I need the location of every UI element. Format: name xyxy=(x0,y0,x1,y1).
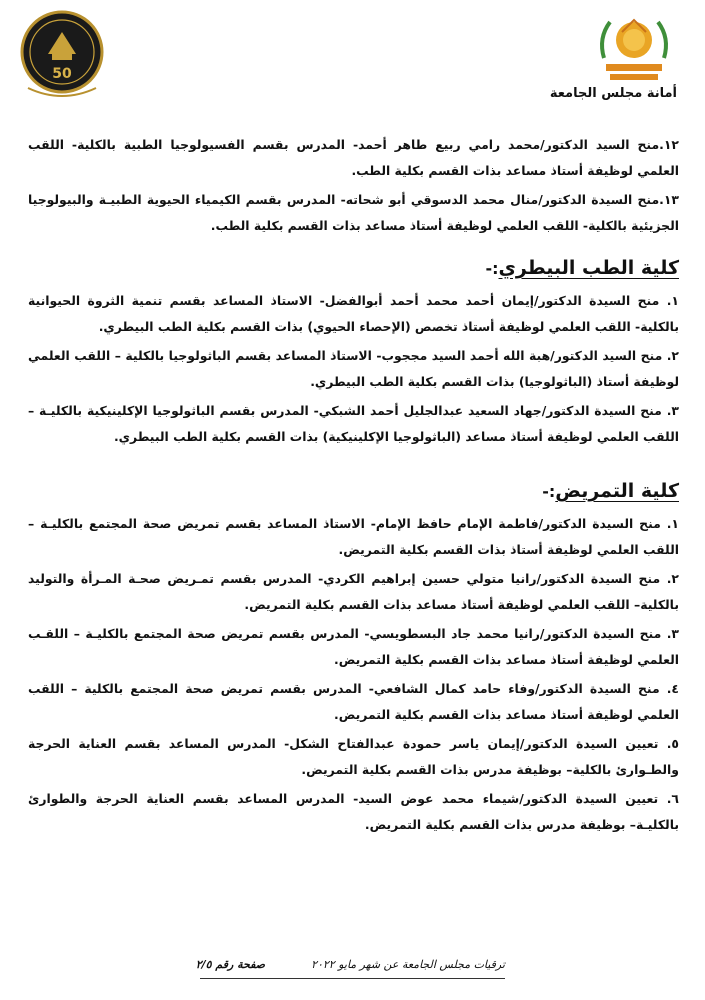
item-number: ١ xyxy=(671,293,679,308)
item-number: ٢ xyxy=(671,348,679,363)
list-item xyxy=(28,343,679,395)
svg-text:50: 50 xyxy=(52,66,72,82)
item-text: .منح السيد الدكتور/محمد رامي ربيع طاهر أحمد- المدرس بقسم الفسيولوجيا الطبية بالكلية- اللقب العلمي لوظيفة أستاذ مساعد بذات القسم بكلية الطب. xyxy=(28,137,679,178)
page-number: صفحة رقم ٢/٥ xyxy=(195,958,265,971)
item-number: ٦ xyxy=(671,791,679,806)
list-item xyxy=(28,566,679,618)
item-number: ٣ xyxy=(671,626,679,641)
list-item xyxy=(28,621,679,673)
item-number: ١ xyxy=(671,516,679,531)
item-text: . منح السيد الدكتور/هبة الله أحمد السيد مججوب- الاستاذ المساعد بقسم الباثولوجيا بالكلية – اللقب العلمي لوظيفة أستاذ (الباثولوجيا) بذات القسم بكلية الطب البيطري. xyxy=(28,348,679,389)
faculty-jubilee-seal-logo xyxy=(18,8,106,100)
list-item xyxy=(28,187,679,239)
list-item xyxy=(28,398,679,450)
item-text: . منح السيدة الدكتور/رانيا متولي حسين إبراهيم الكردي- المدرس بقسم تمـريض صحـة المـرأة والتوليد بالكلية– اللقب العلمي لوظيفة أستاذ مساعد بذات القسم بكلية التمريض. xyxy=(28,571,679,612)
item-text: . تعيين السيدة الدكتور/إيمان ياسر حمودة عبدالفتاح الشكل- المدرس المساعد بقسم العناية الحرجة والطـوارئ بالكلية– بوظيفة مدرس بذات القسم بكلية التمريض. xyxy=(28,736,679,777)
footer-title: ترقيات مجلس الجامعة عن شهر مايو ٢٠٢٢ xyxy=(311,958,505,971)
item-number: ٣ xyxy=(671,403,679,418)
item-text: . منح السيدة الدكتور/جهاد السعيد عبدالجليل أحمد الشبكي- المدرس بقسم الباثولوجيا الإكلينيكية بالكليـة – اللقب العلمي لوظيفة أستاذ مساعد (الباثولوجيا الإكلينيكية) بذات القسم بكلية الطب البيطري. xyxy=(28,403,679,444)
list-item xyxy=(28,132,679,184)
list-item xyxy=(28,786,679,838)
item-number: ١٣ xyxy=(663,192,679,207)
section-title: كلية التمريض xyxy=(555,480,679,502)
list-item xyxy=(28,676,679,728)
document-body xyxy=(28,132,679,841)
item-text: . منح السيدة الدكتور/رانيا محمد جاد البسطويسي- المدرس بقسم تمريض صحة المجتمع بالكليـة – اللقـب العلمي لوظيفة أستاذ مساعد بذات القسم بكلية التمريض. xyxy=(28,626,679,667)
item-text: . تعيين السيدة الدكتور/شيماء محمد عوض السيد- المدرس المساعد بقسم العناية الحرجة والطوارئ بالكليـة– بوظيفة مدرس بذات القسم بكلية التمريض. xyxy=(28,791,679,832)
section-title: كلية الطب البيطري xyxy=(498,257,679,279)
item-text: . منح السيدة الدكتور/إيمان أحمد محمد أحمد أبوالفضل- الاستاذ المساعد بقسم تنمية الثروة الحيوانية بالكلية- اللقب العلمي لوظيفة أستاذ تخصص (الإحصاء الحيوي) بذات القسم بكلية الطب البيطري. xyxy=(28,293,679,334)
item-text: . منح السيدة الدكتور/وفاء حامد كمال الشافعي- المدرس بقسم تمريض صحة المجتمع بالكلية – اللقب العلمي لوظيفة أستاذ مساعد بذات القسم بكلية التمريض. xyxy=(28,681,679,722)
item-number: ٢ xyxy=(671,571,679,586)
item-number: ٤ xyxy=(671,681,679,696)
list-item xyxy=(28,511,679,563)
item-number: ٥ xyxy=(671,736,679,751)
section-suffix: :- xyxy=(485,259,499,278)
item-text: .منح السيدة الدكتور/منال محمد الدسوقي أبو شحاته- المدرس بقسم الكيمياء الحيوية الطبيـة والبيولوجيا الجزيئية بالكلية- اللقب العلمي لوظيفة أستاذ مساعد بذات القسم بكلية الطب. xyxy=(28,192,679,233)
council-secretariat-label: أمانة مجلس الجامعة xyxy=(549,86,677,101)
item-number: ١٢ xyxy=(663,137,679,152)
section-heading-veterinary xyxy=(28,253,679,284)
mansoura-university-logo xyxy=(588,8,680,88)
section-suffix: :- xyxy=(542,482,556,501)
list-item xyxy=(28,288,679,340)
section-heading-nursing xyxy=(28,476,679,507)
list-item xyxy=(28,731,679,783)
item-text: . منح السيدة الدكتور/فاطمة الإمام حافظ الإمام- الاستاذ المساعد بقسم تمريض صحة المجتمع بالكليـة – اللقب العلمي لوظيفة أستاذ بذات القسم بكلية التمريض. xyxy=(28,516,679,557)
footer-divider xyxy=(200,978,505,979)
